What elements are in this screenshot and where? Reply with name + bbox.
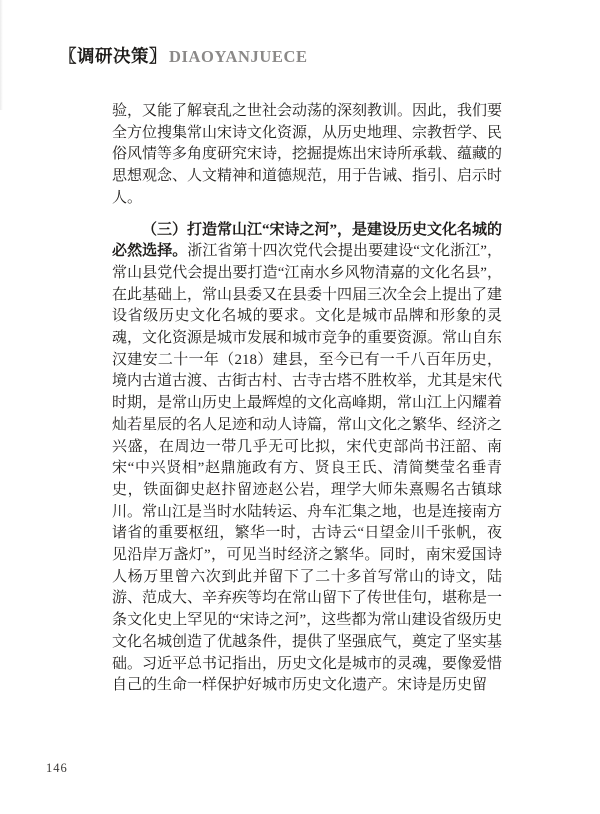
- journal-section-title: 〖调研决策〗: [59, 46, 167, 66]
- paragraph-body-text: 浙江省第十四次党代会提出要建设“文化浙江”，常山县党代会提出要打造“江南水乡风物清嘉的文化名县”，在此基础上，常山县委又在县委十四届三次全会上提出了建设省级历史文化名城的要求。文化是城市品牌和形象的灵魂，文化资源是城市发展和城市竞争的重要资源。常山自东汉建安二十一年（218）建县，至今已有一千八百年历史，境内古道古渡、古街古村、古寺古塔不胜枚举，尤其是宋代时期，是常山历史上最辉煌的文化高峰期，常山江上闪耀着灿若星辰的名人足迹和动人诗篇，常山文化之繁华、经济之兴盛，在周边一带几乎无可比拟，宋代吏部尚书汪韶、南宋“中兴贤相”赵鼎施政有方、贤良王氏、清简樊莹名垂青史，铁面御史赵抃留迹赵公岩，理学大师朱熹赐名古镇球川。常山江是当时水陆转运、舟车汇集之地，也是连接南方诸省的重要枢纽，繁华一时，古诗云“日望金川千张帆，夜见沿岸万盏灯”，可见当时经济之繁华。同时，南宋爱国诗人杨万里曾六次到此并留下了二十多首写常山的诗文，陆游、范成大、辛弃疾等均在常山留下了传世佳句，堪称是一条文化史上罕见的“宋诗之河”，这些都为常山建设省级历史文化名城创造了优越条件，提供了坚强底气，奠定了坚实基础。习近平总书记指出，历史文化是城市的灵魂，要像爱惜自己的生命一样保护好城市历史文化遗产。宋诗是历史留: [112, 243, 503, 694]
- paragraph-continuation: 验，又能了解衰乱之世社会动荡的深刻教训。因此，我们要全方位搜集常山宋诗文化资源，从历史地理、宗教哲学、民俗风情等多角度研究宋诗，挖掘提炼出宋诗所承载、蕴藏的思想观念、人文精神和道德规范，用于告诫、指引、启示时人。: [112, 103, 503, 206]
- paragraph-section-three: [112, 220, 502, 697]
- paragraph-lead-sentence: （三）打造常山江“宋诗之河”，是建设历史文化名城的必然选择。: [112, 221, 503, 260]
- journal-section-title-romanized: DIAOYANJUECE: [169, 47, 308, 66]
- page-number: 146: [46, 761, 68, 775]
- body-text-column: [112, 101, 502, 697]
- page-header: [59, 43, 308, 68]
